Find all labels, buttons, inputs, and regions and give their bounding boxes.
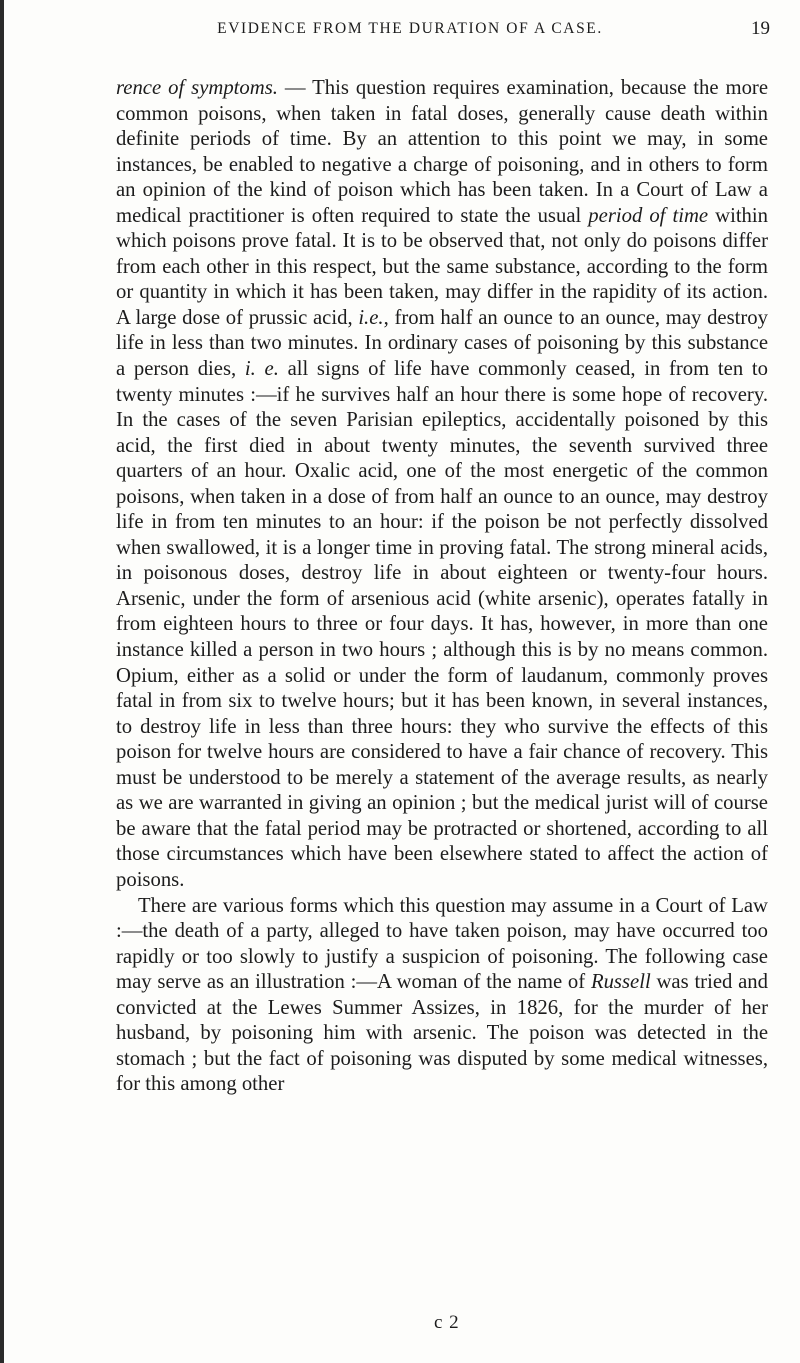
text-span: , from half an ounce to an ounce, may destroy life in less than two minutes. In ordinary cases of poisoning by this substance a person dies, — [116, 306, 768, 381]
text-span: within which poisons prove fatal. It is to be observed that, not only do poisons differ from each other in this respect, but the same substance, according to the form or quantity in which it has been taken, may differ in the rapidity of its action. A large dose of prussic acid, — [116, 204, 768, 329]
paragraph — [116, 76, 768, 894]
text-span-italic: period of time — [588, 204, 709, 227]
text-span: all signs of life have commonly ceased, in from ten to twenty minutes :—if he survives half an hour there is some hope of recovery. In the cases of the seven Parisian epileptics, accidentally poisoned by this acid, the first died in about twenty minutes, the seventh survived three quarters of an hour. Oxalic acid, one of the most energetic of the common poisons, when taken in a dose of from half an ounce to an ounce, may destroy life in from ten minutes to an hour: if the poison be not perfectly dissolved when swallowed, it is a longer time in proving fatal. The strong mineral acids, in poisonous doses, destroy life in about eighteen or twenty-four hours. Arsenic, under the form of arsenious acid (white arsenic), operates fatally in from eighteen hours to three or four days. It has, however, in more than one instance killed a person in two hours ; although this is by no means common. Opium, either as a solid or under the form of laudanum, commonly proves fatal in from six to twelve hours; but it has been known, in several instances, to destroy life in less than three hours: they who survive the effects of this poison for twelve hours are considered to have a fair chance of recovery. This must be understood to be merely a statement of the average results, as nearly as we are warranted in giving an opinion ; but the medical jurist will of course be aware that the fatal period may be protracted or shortened, according to all those circumstances which have been elsewhere stated to affect the action of poisons. — [116, 358, 768, 891]
paragraph — [116, 894, 768, 1098]
signature-mark: c 2 — [434, 1312, 460, 1333]
text-span-italic: rence of symptoms. — [116, 77, 278, 99]
page-number: 19 — [751, 18, 770, 39]
page-header — [110, 20, 770, 50]
text-span: was tried and convicted at the Lewes Summer Assizes, in 1826, for the murder of her husband, by poisoning him with arsenic. The poison was detected in the stomach ; but the fact of poisoning was disputed by some medical witnesses, for this among other — [116, 971, 768, 1096]
text-span: — This question requires examination, because the more common poisons, when taken in fatal doses, generally cause death within definite periods of time. By an attention to this point we may, in some instances, be enabled to negative a charge of poisoning, and in others to form an opinion of the kind of poison which has been taken. In a Court of Law a medical practitioner is often required to state the usual — [116, 77, 768, 227]
text-span-italic: i.e. — [358, 306, 384, 329]
text-span: There are various forms which this question may assume in a Court of Law :—the death of a party, alleged to have taken poison, may have occurred too rapidly or too slowly to justify a suspicion of poisoning. The following case may serve as an illustration :—A woman of the name of — [116, 894, 768, 994]
text-span-italic: i. e. — [244, 358, 279, 381]
text-span-italic: Russell — [590, 971, 651, 994]
running-head: EVIDENCE FROM THE DURATION OF A CASE. — [217, 20, 603, 37]
page-edge-shadow — [0, 0, 4, 1363]
body-text — [116, 76, 768, 1098]
